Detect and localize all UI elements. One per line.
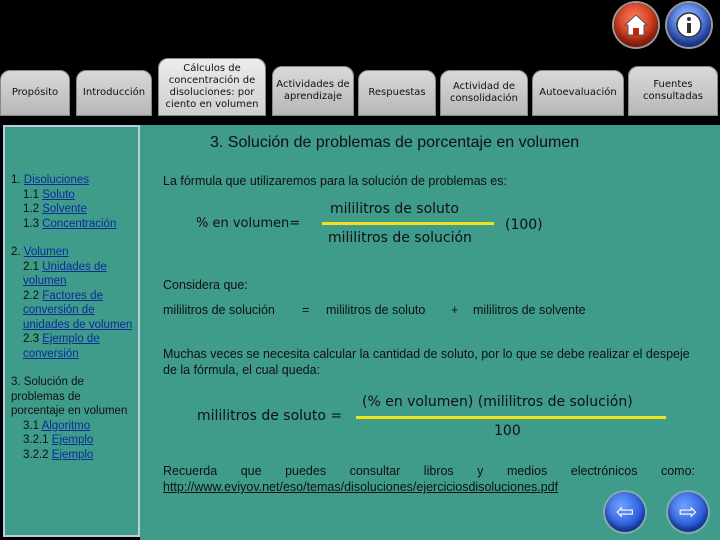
equation-a: mililitros de solución (163, 303, 275, 317)
sidebar-item-concentracion: 1.3 Concentración (23, 217, 117, 230)
link-ejemplo-2[interactable]: Ejemplo (51, 448, 94, 461)
recuerda-text: Recuerda que puedes consultar libros y medios electrónicos como: (163, 464, 695, 478)
sidebar-item-algoritmo: 3.1 Algoritmo (23, 419, 91, 432)
link-soluto[interactable]: Soluto (42, 188, 75, 201)
link-ejemplo-1[interactable]: Ejemplo (51, 434, 94, 446)
sidebar-item-disoluciones: 1. Disoluciones (11, 174, 89, 186)
forward-button[interactable] (668, 492, 708, 532)
formula1-factor: (100) (505, 217, 543, 233)
back-button[interactable] (605, 492, 645, 532)
arrow-right-icon: ⇨ (678, 499, 698, 525)
equation-b: mililitros de soluto (326, 303, 426, 317)
link-solvente[interactable]: Solvente (42, 203, 87, 215)
tab-proposito[interactable]: Propósito (0, 70, 70, 116)
reference-link[interactable]: http://www.eviyov.net/eso/temas/disoluciones/ejerciciosdisoluciones.pdf (163, 480, 559, 494)
formula1-lhs: % en volumen= (196, 216, 301, 231)
link-factores[interactable]: Factores de conversión de unidades de volumen (23, 289, 133, 331)
formula2-numerator: (% en volumen) (mililitros de solución) (362, 394, 633, 410)
link-ejemplo-conversion[interactable]: Ejemplo de conversión (23, 333, 100, 360)
info-button[interactable] (667, 3, 711, 47)
tab-calculos[interactable]: Cálculos de concentración de disoluciones: por ciento en volumen (158, 58, 266, 116)
sidebar-item-volumen: 2. Volumen (11, 246, 69, 258)
sidebar-item-ejemplo-1: 3.2.1 Ejemplo (23, 434, 94, 446)
sidebar-item-factores: 2.2 Factores de conversión de unidades de volumen (23, 289, 133, 331)
sidebar-item-ejemplo-conversion: 2.3 Ejemplo de conversión (23, 333, 100, 360)
equation-plus: + (451, 303, 459, 317)
arrow-left-icon: ⇦ (615, 499, 635, 525)
intro-text: La fórmula que utilizaremos para la solución de problemas es: (163, 174, 507, 188)
tab-introduccion[interactable]: Introducción (76, 70, 152, 116)
tab-fuentes[interactable]: Fuentes consultadas (628, 66, 718, 116)
equation-eq: = (302, 303, 310, 317)
page-title: 3. Solución de problemas de porcentaje en volumen (210, 134, 580, 151)
link-algoritmo[interactable]: Algoritmo (41, 419, 91, 432)
sidebar-item-solvente: 1.2 Solvente (23, 203, 87, 215)
sidebar (3, 125, 140, 537)
tab-actividades[interactable]: Actividades de aprendizaje (272, 66, 354, 116)
formula2-denominator: 100 (494, 423, 521, 439)
formula1-numerator: mililitros de soluto (330, 201, 459, 217)
despeje-paragraph: Muchas veces se necesita calcular la cantidad de soluto, por lo que se debe realizar el despeje de la fórmula, el cual queda: (163, 347, 690, 377)
formula1-denominator: mililitros de solución (328, 230, 472, 246)
link-concentracion[interactable]: Concentración (42, 217, 117, 230)
sidebar-nav (11, 173, 136, 462)
link-disoluciones[interactable]: Disoluciones (23, 174, 89, 186)
home-button[interactable] (614, 3, 658, 47)
info-icon (667, 3, 711, 47)
sidebar-item-solucion: 3. Solución de problemas de porcentaje en volumen (11, 376, 128, 417)
considera-text: Considera que: (163, 278, 248, 292)
link-unidades[interactable]: Unidades de volumen (23, 260, 107, 287)
formula1-fraction-bar (322, 222, 494, 225)
tab-autoevaluacion[interactable]: Autoevaluación (532, 70, 624, 116)
sidebar-item-ejemplo-2: 3.2.2 Ejemplo (23, 448, 94, 461)
formula2-fraction-bar (356, 416, 666, 419)
formula2-lhs: mililitros de soluto = (197, 408, 343, 424)
link-volumen[interactable]: Volumen (23, 246, 69, 258)
sidebar-item-soluto: 1.1 Soluto (23, 188, 75, 201)
sidebar-item-unidades: 2.1 Unidades de volumen (23, 260, 107, 287)
equation-c: mililitros de solvente (473, 303, 586, 317)
tab-respuestas[interactable]: Respuestas (358, 70, 436, 116)
tab-actividad-consolidacion[interactable]: Actividad de consolidación (440, 70, 528, 116)
home-icon (614, 3, 658, 47)
